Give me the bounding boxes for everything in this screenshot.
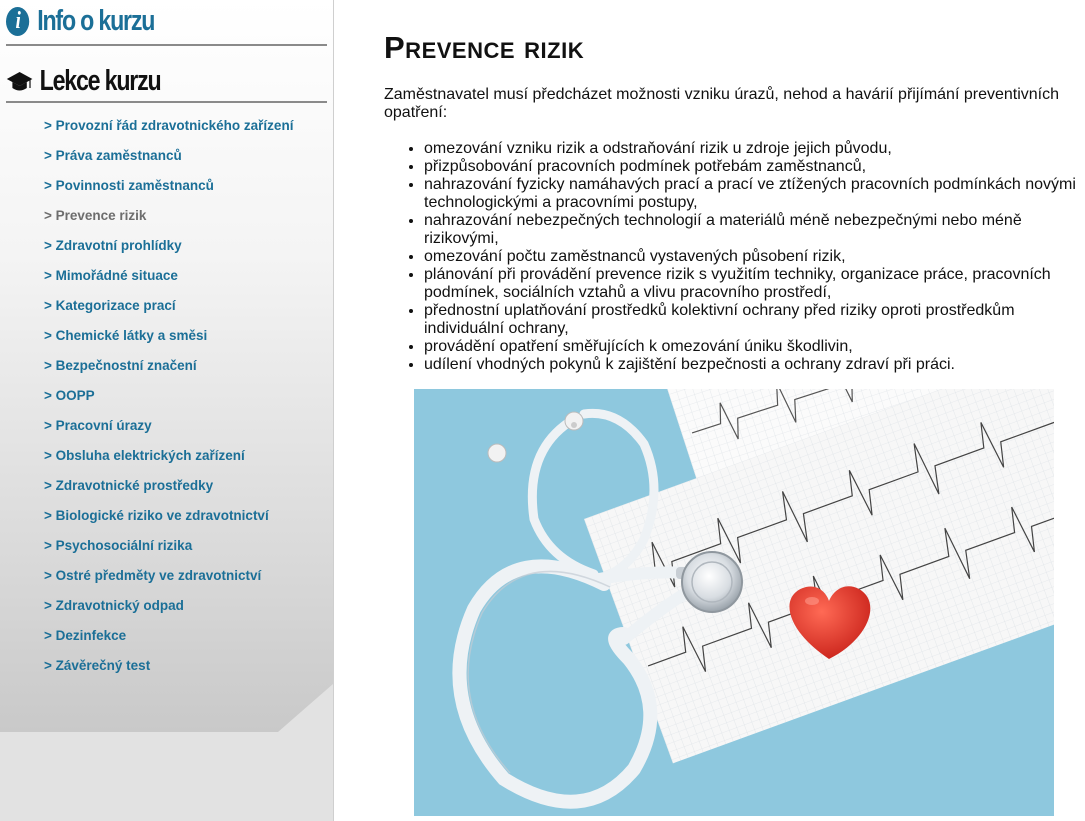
measure-item: • přednostní uplatňování prostředků kolektivní ochrany před riziky oproti prostředkům individuální ochrany, (424, 302, 1078, 338)
lesson-item (44, 236, 293, 266)
lesson-link[interactable]: > Práva zaměstnanců (44, 148, 182, 163)
measure-item: • nahrazování fyzicky namáhavých prací a prací ve ztížených pracovních podmínkách novými technologickými a pracovními postupy, (424, 176, 1078, 212)
lesson-item (44, 626, 293, 656)
info-heading-label: Info o kurzu (37, 4, 155, 37)
lesson-item (44, 506, 293, 536)
lesson-item (44, 656, 293, 686)
lesson-item (44, 566, 293, 596)
lesson-link[interactable]: > Dezinfekce (44, 628, 127, 643)
lesson-link[interactable]: > Pracovní úrazy (44, 418, 152, 433)
lesson-link[interactable]: > Povinnosti zaměstnanců (44, 178, 214, 193)
measure-item: • udílení vhodných pokynů k zajištění bezpečnosti a ochrany zdraví při práci. (424, 356, 1078, 374)
lesson-item (44, 446, 293, 476)
sidebar (0, 0, 334, 821)
lesson-link[interactable]: > Biologické riziko ve zdravotnictví (44, 508, 269, 523)
lesson-item (44, 476, 293, 506)
lesson-link[interactable]: > Zdravotní prohlídky (44, 238, 182, 253)
lesson-link[interactable]: > Zdravotnický odpad (44, 598, 184, 613)
lesson-link[interactable]: > Bezpečnostní značení (44, 358, 197, 373)
graduation-cap-icon (6, 69, 33, 93)
lesson-item (44, 416, 293, 446)
lesson-link[interactable]: > Závěrečný test (44, 658, 151, 673)
measure-item: • provádění opatření směřujících k omezování úniku škodlivin, (424, 338, 1078, 356)
intro-paragraph: Zaměstnavatel musí předcházet možnosti vzniku úrazů, nehod a havárií přijímání preventivních opatření: (384, 86, 1059, 121)
lesson-item (44, 536, 293, 566)
lesson-link[interactable]: > Kategorizace prací (44, 298, 176, 313)
info-heading-link[interactable] (6, 3, 154, 39)
lesson-link[interactable]: > Mimořádné situace (44, 268, 178, 283)
lesson-item (44, 386, 293, 416)
lesson-link[interactable]: > Obsluha elektrických zařízení (44, 448, 245, 463)
lesson-link[interactable]: > Chemické látky a směsi (44, 328, 208, 343)
lesson-item (44, 266, 293, 296)
lesson-item (44, 176, 293, 206)
lesson-item (44, 356, 293, 386)
lessons-heading (6, 62, 161, 100)
divider (6, 44, 327, 46)
lesson-item (44, 206, 293, 236)
lesson-link[interactable]: > Psychosociální rizika (44, 538, 193, 553)
lesson-item (44, 146, 293, 176)
lessons-heading-label: Lekce kurzu (39, 64, 161, 97)
lesson-link[interactable]: > Provozní řád zdravotnického zařízení (44, 118, 294, 133)
lesson-link[interactable]: > Ostré předměty ve zdravotnictví (44, 568, 262, 583)
measure-item: • omezování vzniku rizik a odstraňování rizik u zdroje jejich původu, (424, 140, 1078, 158)
measure-item: • plánování při provádění prevence rizik s využitím techniky, organizace práce, pracovních podmínek, sociálních vztahů a vlivu pracovního prostředí, (424, 266, 1078, 302)
measure-item: • přizpůsobování pracovních podmínek potřebám zaměstnanců, (424, 158, 1078, 176)
lesson-link[interactable]: > Zdravotnické prostředky (44, 478, 214, 493)
lesson-item (44, 296, 293, 326)
measure-item: • omezování počtu zaměstnanců vystavených působení rizik, (424, 248, 1078, 266)
lesson-list (44, 116, 293, 686)
lesson-link[interactable]: > OOPP (44, 388, 95, 403)
lesson-item (44, 596, 293, 626)
divider (6, 101, 327, 103)
stethoscope-heart-ecg-photo (414, 389, 1054, 816)
info-circle-icon: i (6, 7, 29, 36)
measure-item: • nahrazování nebezpečných technologií a materiálů méně nebezpečnými nebo méně rizikovými, (424, 212, 1078, 248)
page-title: Prevence rizik (384, 30, 585, 65)
lesson-item (44, 326, 293, 356)
measures-list (384, 140, 1078, 374)
lesson-item (44, 116, 293, 146)
lesson-link[interactable]: > Prevence rizik (44, 208, 147, 223)
